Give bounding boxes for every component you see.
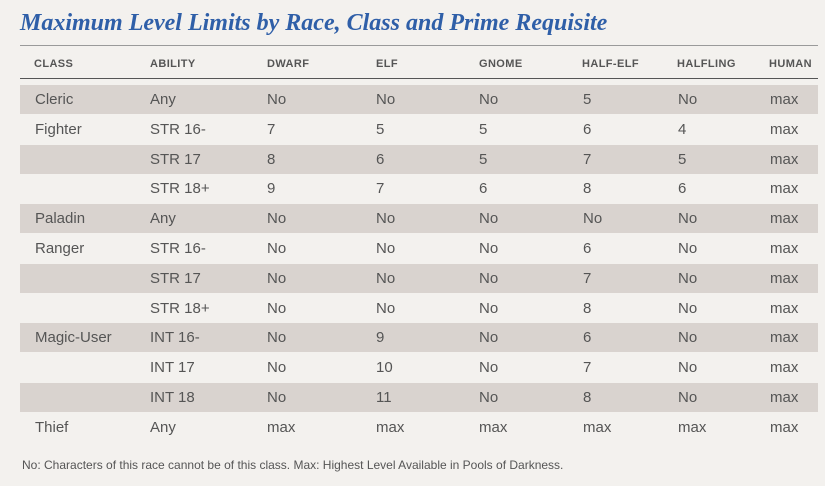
cell-half-elf: 7 (583, 359, 592, 377)
header-dwarf: DWARF (267, 58, 310, 70)
cell-human: max (770, 359, 799, 377)
table-row (20, 85, 818, 114)
table-row (20, 413, 818, 442)
table-row (20, 294, 818, 323)
table-row (20, 234, 818, 263)
top-rule (20, 45, 818, 46)
cell-elf: No (376, 210, 396, 228)
cell-gnome: No (479, 240, 499, 257)
cell-ability: Any (150, 418, 176, 436)
cell-elf: 9 (376, 329, 385, 347)
cell-elf: 10 (376, 359, 393, 377)
cell-dwarf: No (267, 210, 287, 228)
table-row (20, 323, 818, 352)
cell-halfling: No (678, 210, 698, 228)
cell-ability: STR 17 (150, 269, 201, 287)
cell-elf: No (376, 299, 396, 317)
cell-gnome: No (479, 91, 499, 108)
header-halfling: HALFLING (677, 58, 736, 70)
cell-halfling: 6 (678, 180, 687, 198)
cell-gnome: No (479, 210, 499, 228)
cell-human: max (770, 210, 799, 228)
cell-elf: max (376, 418, 405, 436)
cell-half-elf: 7 (583, 269, 592, 287)
cell-half-elf: 6 (583, 120, 592, 138)
cell-halfling: No (678, 269, 698, 287)
cell-elf: 6 (376, 150, 385, 168)
cell-elf: 5 (376, 120, 385, 138)
cell-dwarf: No (267, 269, 287, 287)
cell-half-elf: 8 (583, 180, 592, 198)
cell-human: max (770, 120, 799, 138)
cell-ability: Any (150, 210, 176, 228)
table-row (20, 383, 818, 412)
cell-dwarf: 8 (267, 150, 276, 168)
cell-human: max (770, 150, 799, 168)
cell-halfling: 4 (678, 120, 687, 138)
cell-human: max (770, 269, 799, 287)
cell-class: Magic-User (35, 329, 112, 347)
cell-ability: STR 16- (150, 240, 206, 257)
cell-elf: No (376, 269, 396, 287)
header-rule (20, 78, 818, 79)
header-elf: ELF (376, 58, 398, 70)
cell-half-elf: 7 (583, 150, 592, 168)
cell-gnome: 5 (479, 150, 488, 168)
cell-human: max (770, 418, 799, 436)
table-row (20, 174, 818, 203)
cell-elf: 11 (376, 389, 392, 406)
cell-elf: No (376, 91, 396, 108)
cell-gnome: max (479, 418, 508, 436)
table-row (20, 145, 818, 174)
header-half-elf: HALF-ELF (582, 58, 639, 70)
table-row (20, 204, 818, 233)
cell-half-elf: 6 (583, 240, 592, 257)
cell-half-elf: 6 (583, 329, 592, 347)
cell-class: Paladin (35, 210, 86, 228)
cell-class: Cleric (35, 91, 74, 108)
cell-dwarf: No (267, 91, 287, 108)
cell-half-elf: 8 (583, 299, 592, 317)
cell-halfling: No (678, 91, 698, 108)
cell-ability: INT 18 (150, 389, 195, 406)
cell-human: max (770, 240, 799, 257)
cell-human: max (770, 299, 799, 317)
cell-gnome: No (479, 269, 499, 287)
cell-halfling: No (678, 240, 698, 257)
cell-class: Ranger (35, 240, 85, 257)
header-class: CLASS (34, 58, 74, 70)
cell-dwarf: No (267, 329, 287, 347)
cell-dwarf: 9 (267, 180, 276, 198)
cell-dwarf: No (267, 240, 287, 257)
cell-halfling: 5 (678, 150, 687, 168)
cell-gnome: No (479, 389, 499, 406)
cell-ability: STR 16- (150, 120, 206, 138)
cell-gnome: No (479, 329, 499, 347)
header-gnome: GNOME (479, 58, 523, 70)
cell-dwarf: No (267, 359, 287, 377)
header-ability: ABILITY (150, 58, 196, 70)
cell-ability: Any (150, 91, 176, 108)
cell-half-elf: 5 (583, 91, 592, 108)
cell-dwarf: max (267, 418, 296, 436)
cell-half-elf: 8 (583, 389, 592, 406)
table-title: Maximum Level Limits by Race, Class and Prime Requisite (20, 10, 608, 36)
cell-ability: STR 17 (150, 150, 201, 168)
cell-half-elf: No (583, 210, 603, 228)
cell-dwarf: 7 (267, 120, 276, 138)
cell-human: max (770, 180, 799, 198)
cell-halfling: max (678, 418, 707, 436)
cell-halfling: No (678, 329, 698, 347)
cell-halfling: No (678, 389, 698, 406)
cell-gnome: No (479, 359, 499, 377)
cell-human: max (770, 389, 799, 406)
cell-halfling: No (678, 359, 698, 377)
table-row (20, 353, 818, 382)
cell-gnome: 5 (479, 120, 488, 138)
header-human: HUMAN (769, 58, 812, 70)
cell-class: Fighter (35, 120, 82, 138)
cell-elf: 7 (376, 180, 385, 198)
cell-gnome: No (479, 299, 499, 317)
cell-ability: INT 17 (150, 359, 195, 377)
cell-class: Thief (35, 418, 69, 436)
cell-halfling: No (678, 299, 698, 317)
cell-human: max (770, 91, 799, 108)
cell-dwarf: No (267, 299, 287, 317)
cell-elf: No (376, 240, 396, 257)
footnote: No: Characters of this race cannot be of this class. Max: Highest Level Available in Pools of Darkness. (22, 458, 564, 472)
cell-human: max (770, 329, 799, 347)
cell-ability: STR 18+ (150, 299, 210, 317)
cell-half-elf: max (583, 418, 612, 436)
cell-gnome: 6 (479, 180, 488, 198)
cell-ability: INT 16- (150, 329, 200, 347)
table-row (20, 264, 818, 293)
table-row (20, 115, 818, 144)
cell-ability: STR 18+ (150, 180, 210, 198)
cell-dwarf: No (267, 389, 287, 406)
